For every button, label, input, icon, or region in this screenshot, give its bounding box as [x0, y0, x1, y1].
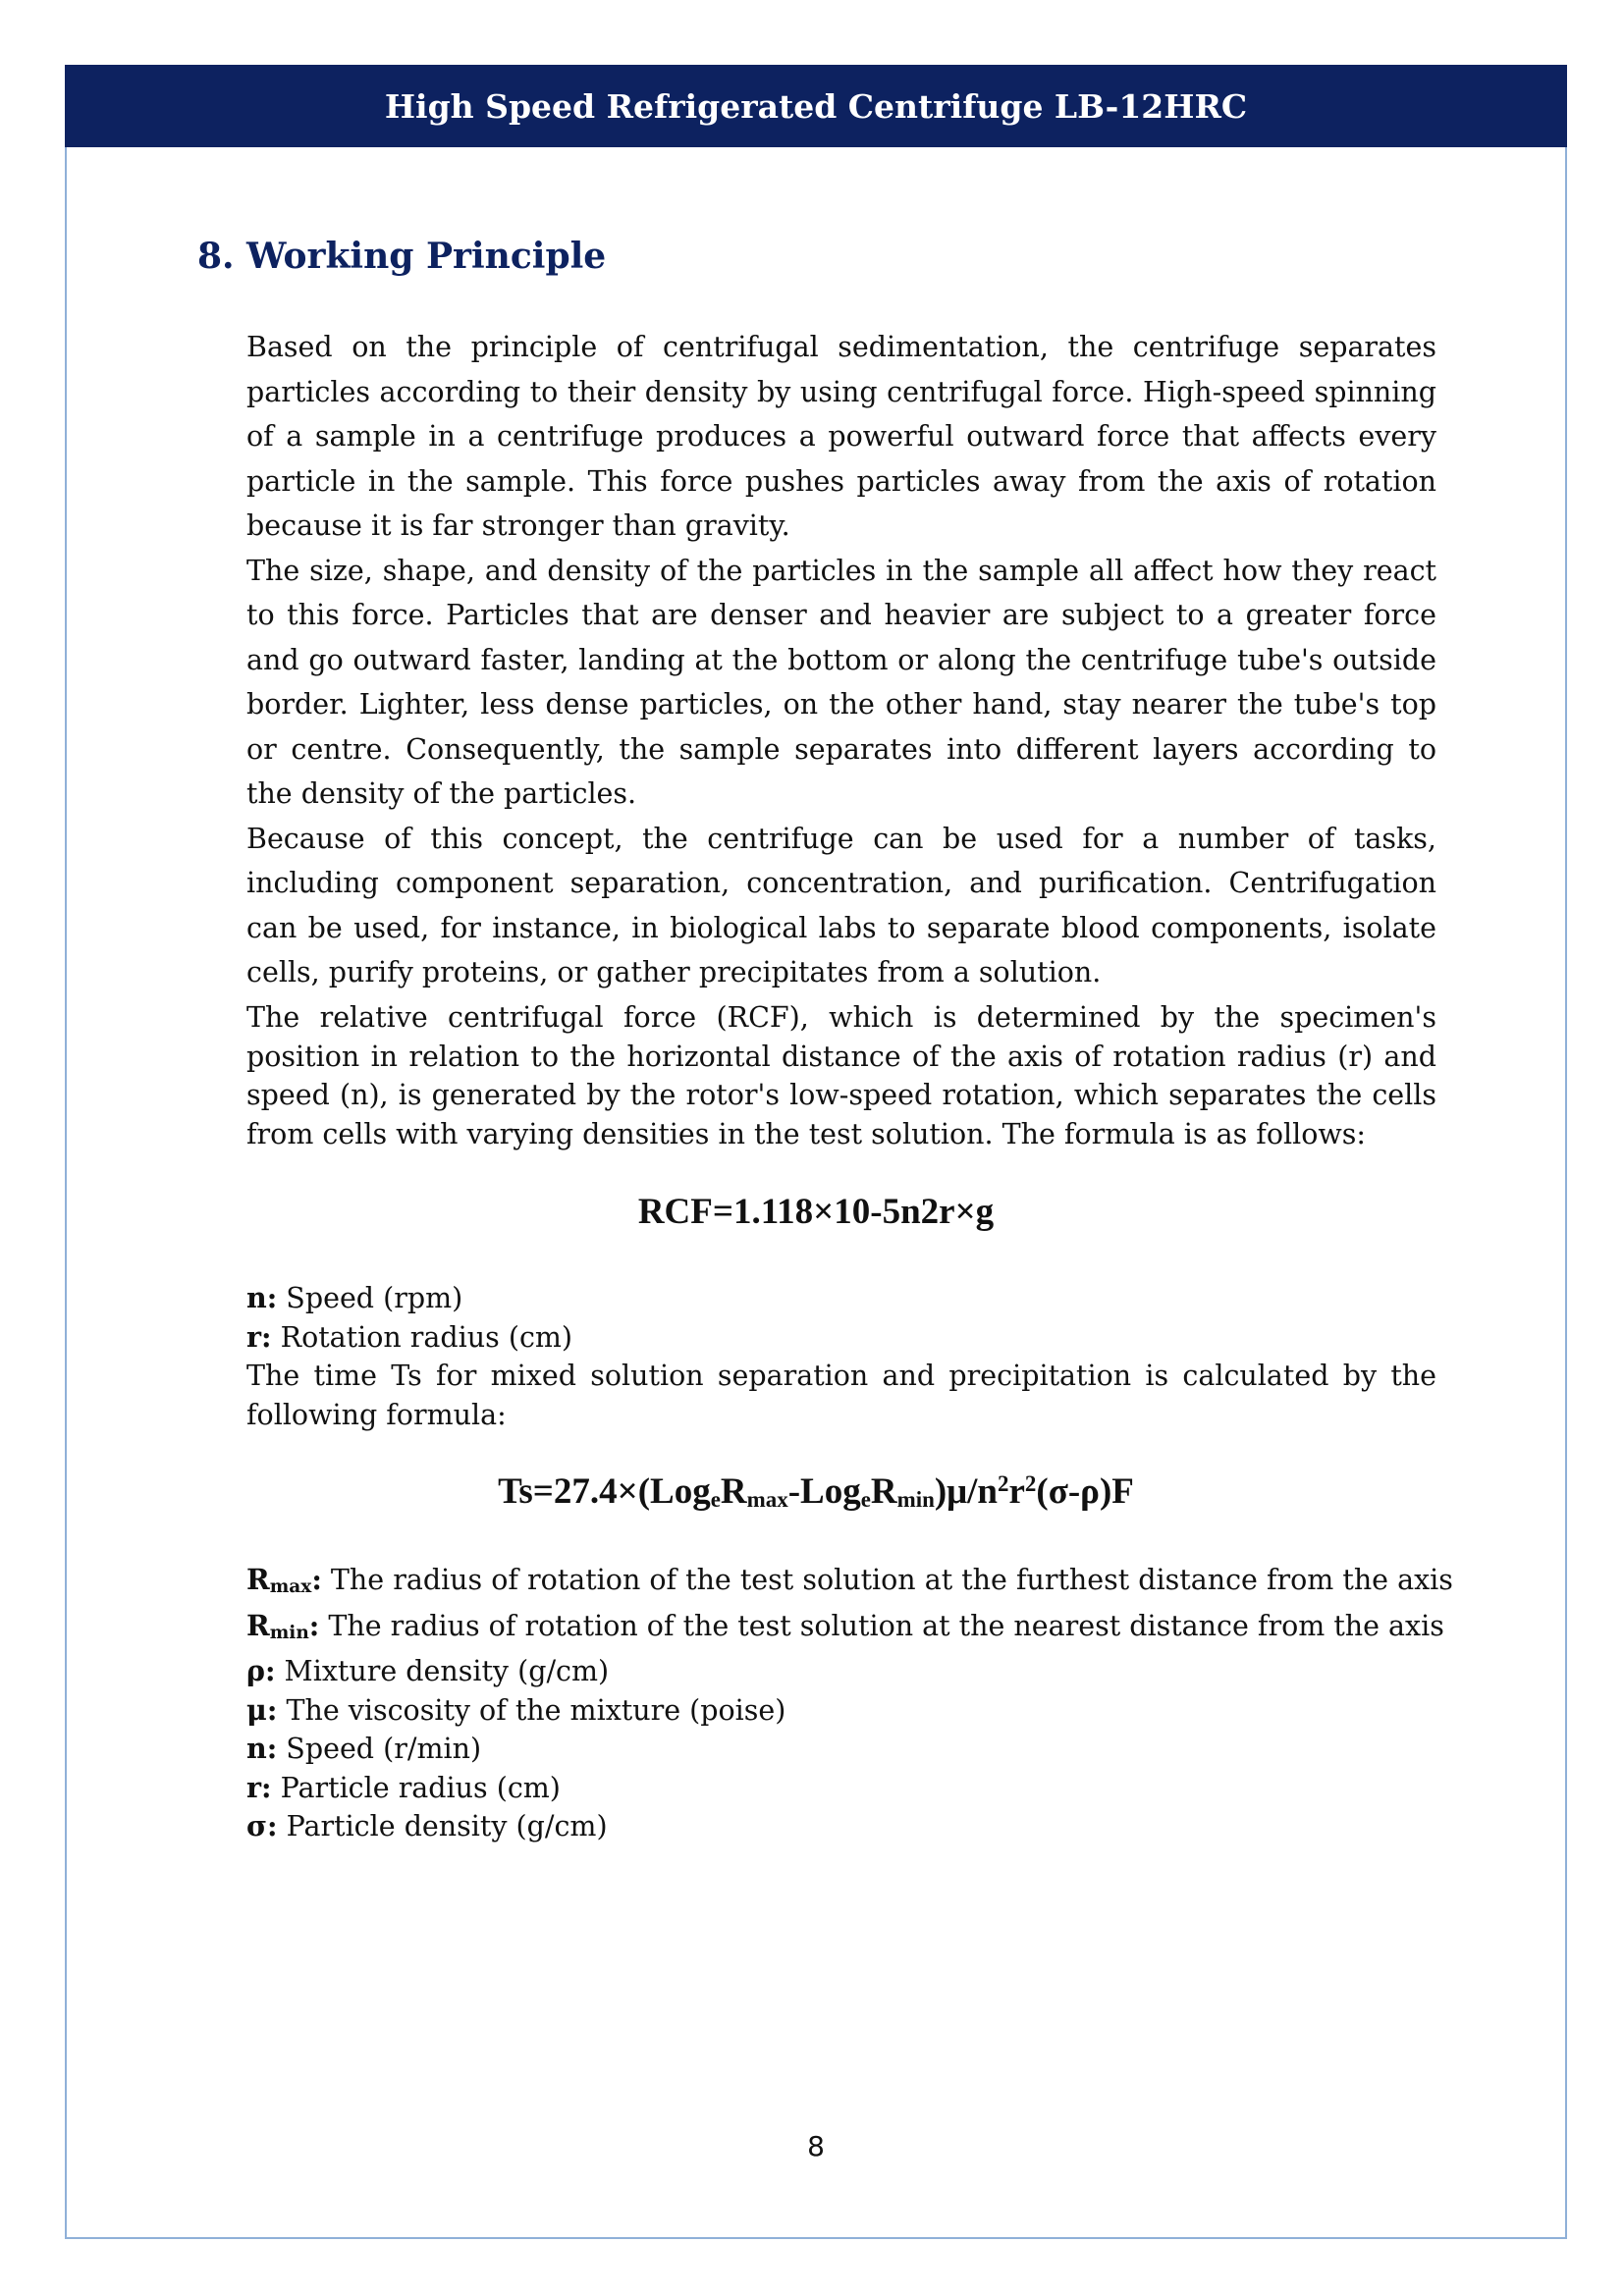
definition-desc: The radius of rotation of the test solution at the nearest distance from the axis	[319, 1609, 1444, 1642]
definition-row-mu	[246, 1691, 1436, 1731]
section-heading	[197, 236, 606, 277]
ts-definitions	[246, 1561, 1453, 1846]
body-text-rcf-intro	[246, 998, 1436, 1153]
definition-desc: The radius of rotation of the test solution at the furthest distance from the axis	[321, 1564, 1453, 1596]
rcf-formula: RCF=1.118×10-5n2r×g	[637, 1192, 995, 1232]
paragraph: The relative centrifugal force (RCF), which is determined by the specimen's position in relation to the horizontal distance of the axis of rotation radius (r) and speed (n), is generated by the rotor's low-speed rotation, which separates the cells from cells with varying densities in the test solution. The formula is as follows:	[246, 1001, 1436, 1150]
definition-row-rmin	[246, 1607, 1444, 1653]
definition-row-rho	[246, 1652, 1436, 1691]
definition-term: ρ:	[246, 1654, 276, 1687]
definition-term: $R_{min}$:	[246, 1608, 320, 1643]
definition-term: μ:	[246, 1692, 278, 1727]
definition-row	[246, 1279, 1436, 1318]
header-bar	[65, 65, 1567, 147]
definition-term: σ:	[246, 1809, 278, 1842]
definition-term: r:	[246, 1319, 272, 1354]
definition-term: n:	[246, 1281, 278, 1314]
body-text-upper	[246, 325, 1436, 995]
definition-desc: The viscosity of the mixture (poise)	[277, 1693, 786, 1727]
definition-row-sigma	[246, 1807, 1436, 1846]
section-title: Working Principle	[246, 236, 607, 277]
definition-row-r	[246, 1769, 1436, 1808]
definition-desc: Speed (rpm)	[277, 1282, 463, 1314]
rcf-definitions	[246, 1279, 1436, 1434]
definition-term: r:	[246, 1770, 272, 1804]
definition-term: n:	[246, 1732, 278, 1765]
definition-row-rmax	[246, 1561, 1453, 1607]
definition-desc: Mixture density (g/cm)	[275, 1655, 610, 1687]
ts-formula: $Ts=27.4\times(Log_eR_{max}-Log_eR_{min})\mu/n^2r^2(\sigma-\rho)F$	[498, 1471, 1134, 1512]
definition-desc: Speed (r/min)	[277, 1733, 482, 1765]
definition-row-n	[246, 1730, 1436, 1769]
section-number: 8.	[197, 236, 235, 277]
page-number: 8	[807, 2130, 825, 2163]
definition-desc: Particle density (g/cm)	[277, 1810, 608, 1842]
definition-row	[246, 1318, 1436, 1358]
definition-term: $R_{max}$:	[246, 1563, 322, 1597]
definition-desc: Rotation radius (cm)	[271, 1320, 573, 1354]
ts-intro: The time Ts for mixed solution separation and precipitation is calculated by the following formula:	[246, 1360, 1436, 1431]
paragraph: The size, shape, and density of the particles in the sample all affect how they react to this force. Particles that are denser and heavier are subject to a greater force and go outward faster, landing at the bottom or along the centrifuge tube's outside border. Lighter, less dense particles, on the other hand, stay nearer the tube's top or centre. Consequently, the sample separates into different layers according to the density of the particles.	[246, 554, 1436, 810]
paragraph: Because of this concept, the centrifuge can be used for a number of tasks, including component separation, concentration, and purification. Centrifugation can be used, for instance, in biological labs to separate blood components, isolate cells, purify proteins, or gather precipitates from a solution.	[246, 822, 1436, 988]
definition-desc: Particle radius (cm)	[271, 1771, 561, 1804]
document-title: High Speed Refrigerated Centrifuge LB-12HRC	[384, 86, 1248, 126]
paragraph: Based on the principle of centrifugal sedimentation, the centrifuge separates particles according to their density by using centrifugal force. High-speed spinning of a sample in a centrifuge produces a powerful outward force that affects every particle in the sample. This force pushes particles away from the axis of rotation because it is far stronger than gravity.	[246, 331, 1436, 542]
